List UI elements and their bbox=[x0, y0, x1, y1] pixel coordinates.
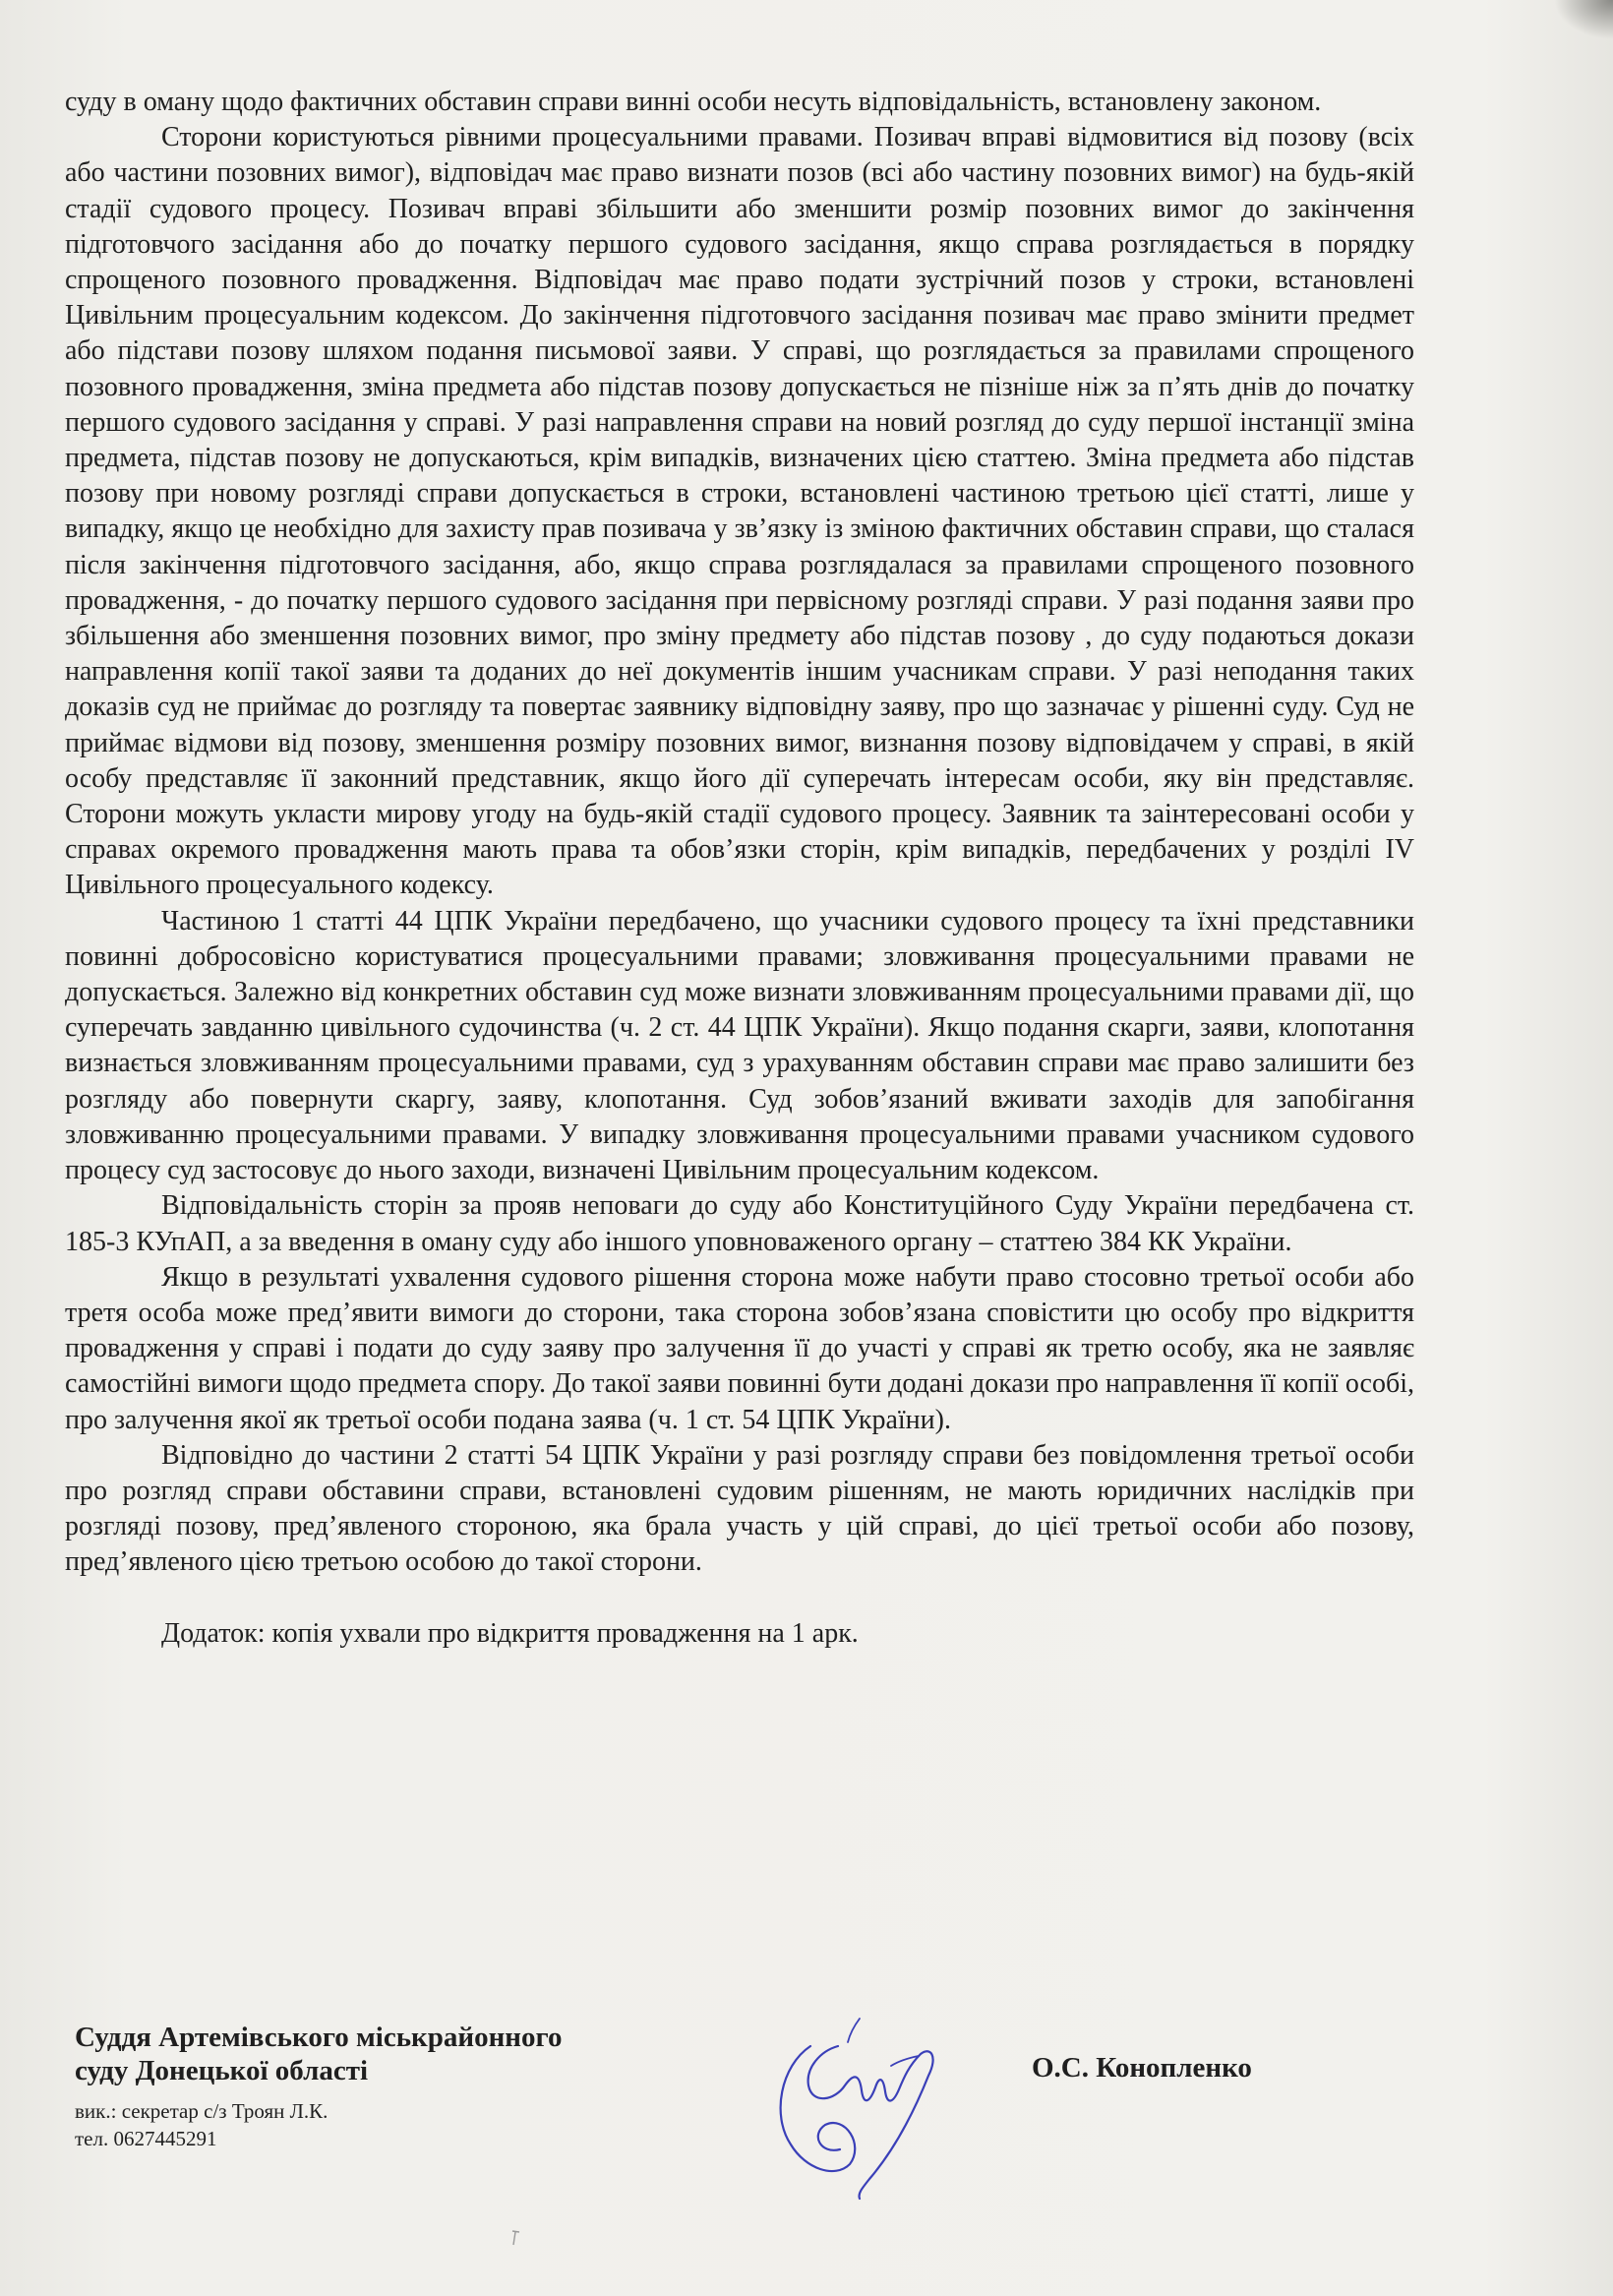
scan-corner-shadow bbox=[1554, 0, 1613, 39]
judge-title-line-1: Суддя Артемівського міськрайонного bbox=[75, 2022, 563, 2053]
judge-name: О.С. Конопленко bbox=[1032, 2052, 1252, 2084]
document-body bbox=[65, 85, 1414, 1652]
paragraph-procedural-rights: Сторони користуються рівними процесуальними правами. Позивач вправі відмовитися від позову (всіх або частини позовних вимог), відповідач має право визнати позов (всі або частину позовних вимог) на будь-якій стадії судового процесу. Позивач вправі збільшити або зменшити розмір позовних вимог до закінчення підготовчого засідання або до початку першого судового засідання, якщо справа розглядається в порядку спрощеного позовного провадження. Відповідач має право подати зустрічний позов у строки, встановлені Цивільним процесуальним кодексом. До закінчення підготовчого засідання позивач має право змінити предмет або підстави позову шляхом подання письмової заяви. У справі, що розглядається за правилами спрощеного позовного провадження, зміна предмета або підстав позову допускається не пізніше ніж за п’ять днів до початку першого судового засідання у справі. У разі направлення справи на новий розгляд до суду першої інстанції зміна предмета, підстав позову не допускаються, крім випадків, визначених цією статтею. Зміна предмета або підстав позову при новому розгляді справи допускається в строки, встановлені частиною третьою цієї статті, лише у випадку, якщо це необхідно для захисту прав позивача у зв’язку із зміною фактичних обставин справи, що сталася після закінчення підготовчого засідання, або, якщо справа розглядалася за правилами спрощеного позовного провадження, - до початку першого судового засідання при первісному розгляді справи. У разі подання заяви про збільшення або зменшення позовних вимог, про зміну предмету або підстав позову , до суду подаються докази направлення копії такої заяви та доданих до неї документів іншим учасникам справи. У разі неподання таких доказів суд не приймає до розгляду та повертає заявнику відповідну заяву, про що зазначає у рішенні суду. Суд не приймає відмови від позову, зменшення розміру позовних вимог, визнання позову відповідачем у справі, в якій особу представляє її законний представник, якщо його дії суперечать інтересам особи, яку він представляє. Сторони можуть укласти мирову угоду на будь-якій стадії судового процесу. Заявник та заінтересовані особи у справах окремого провадження мають права та обов’язки сторін, крім випадків, передбачених у розділі IV Цивільного процесуального кодексу. bbox=[65, 122, 1414, 901]
appendix-line: Додаток: копія ухвали про відкриття провадження на 1 арк. bbox=[161, 1617, 859, 1649]
contact-info bbox=[75, 2097, 328, 2152]
paragraph-liability: Відповідальність сторін за прояв неповаги до суду або Конституційного Суду України передбачена ст. 185-3 КУпАП, а за введення в оману суду або іншого уповноваженого органу – статтею 384 КК України. bbox=[65, 1190, 1414, 1257]
judge-title bbox=[75, 2021, 562, 2087]
paragraph-third-party: Якщо в результаті ухвалення судового рішення сторона може набути право стосовно третьої особи або третя особа може пред’явити вимоги до сторони, така сторона зобов’язана сповістити цю особу про відкриття провадження у справі і подати до суду заяву про залучення її до участі у справі як третю особу, яка не заявляє самостійні вимоги щодо предмета спору. До такої заяви повинні бути додані докази про направлення її копії особі, про залучення якої як третьої особи подана заява (ч. 1 ст. 54 ЦПК України). bbox=[65, 1261, 1414, 1435]
handwritten-signature-icon bbox=[751, 2007, 1007, 2204]
paragraph-article-44: Частиною 1 статті 44 ЦПК України передбачено, що учасники судового процесу та їхні представники повинні добросовісно користуватися процесуальними правами; зловживання процесуальними правами не допускається. Залежно від конкретних обставин суд може визнати зловживанням процесуальними правами дії, що суперечать завданню цивільного судочинства (ч. 2 ст. 44 ЦПК України). Якщо подання скарги, заяви, клопотання визнається зловживанням процесуальними правами, суд з урахуванням обставин справи має право залишити без розгляду або повернути скаргу, заяву, клопотання. Суд зобов’язаний вживати заходів для запобігання зловживанню процесуальними правами. У випадку зловживання процесуальними правами учасником судового процесу суд застосовує до нього заходи, визначені Цивільним процесуальним кодексом. bbox=[65, 905, 1414, 1186]
executor-line: вик.: секретар с/з Троян Л.К. bbox=[75, 2099, 329, 2123]
stray-pen-mark-icon bbox=[509, 2229, 523, 2247]
phone-line: тел. 0627445291 bbox=[75, 2127, 217, 2150]
paragraph-continuation: суду в оману щодо фактичних обставин справи винні особи несуть відповідальність, встановлену законом. bbox=[65, 87, 1322, 117]
judge-title-line-2: суду Донецької області bbox=[75, 2055, 369, 2086]
paragraph-article-54: Відповідно до частини 2 статті 54 ЦПК України у разі розгляду справи без повідомлення третьої особи про розгляд справи обставини справи, встановлені судовим рішенням, не мають юридичних наслідків при розгляді позову, пред’явленого стороною, яка брала участь у цій справі, до цієї третьої особи або позову, пред’явленого цією третьою особою до такої сторони. bbox=[65, 1439, 1414, 1578]
signature-block bbox=[75, 2021, 1353, 2217]
